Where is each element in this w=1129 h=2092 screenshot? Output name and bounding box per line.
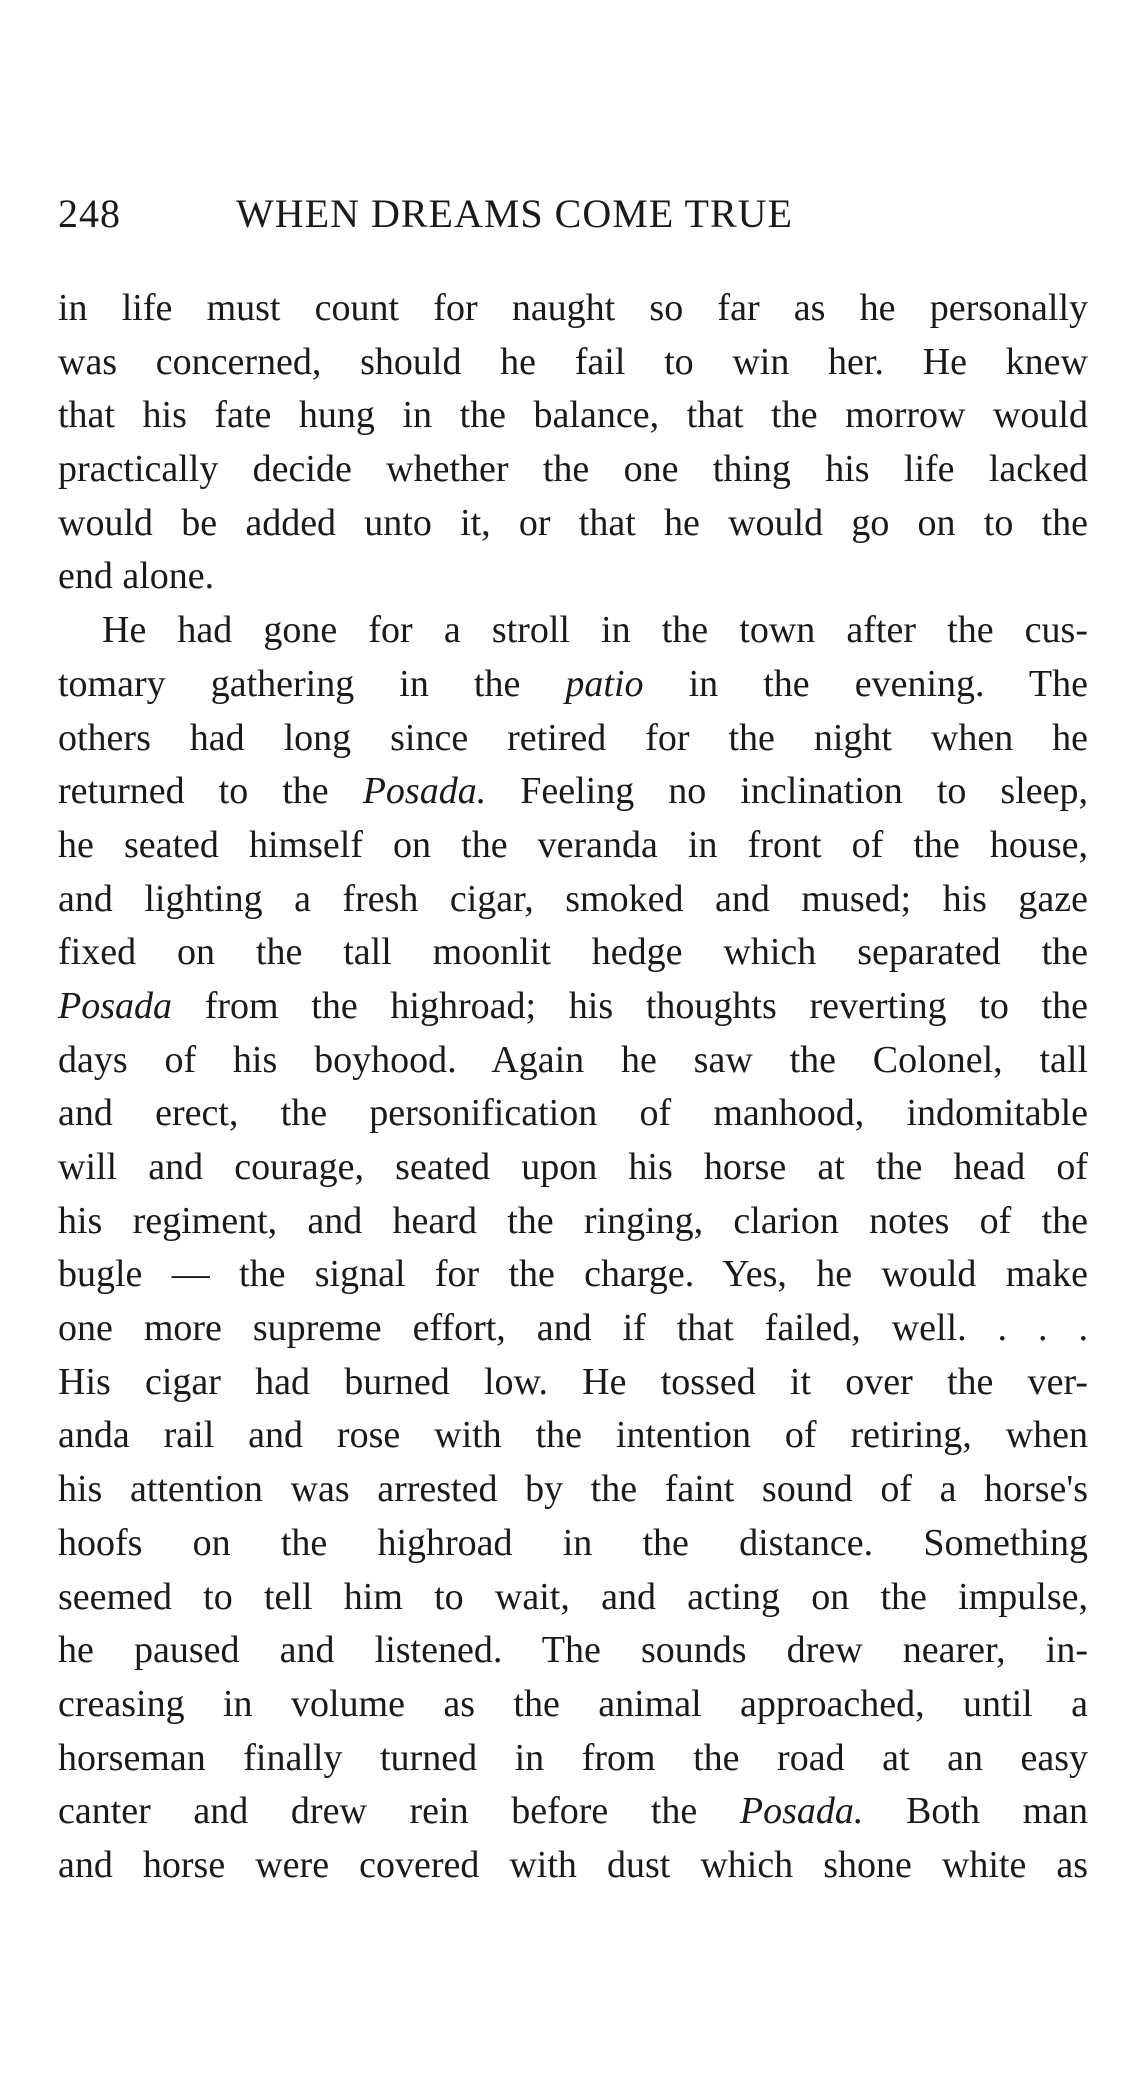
italic-word: Posada. bbox=[362, 770, 487, 813]
text-line: practically decide whether the one thing his life lacked bbox=[58, 448, 1088, 491]
text-line: one more supreme effort, and if that failed, well. . . . bbox=[58, 1307, 1088, 1350]
text-run: from the highroad; his thoughts reverting to the bbox=[172, 984, 1088, 1027]
text-line: and lighting a fresh cigar, smoked and mused; his gaze bbox=[58, 877, 1088, 920]
text-line: bugle — the signal for the charge. Yes, he would make bbox=[58, 1253, 1088, 1296]
text-line: he seated himself on the veranda in front of the house, bbox=[58, 823, 1088, 866]
text-line: seemed to tell him to wait, and acting on the impulse, bbox=[58, 1575, 1088, 1618]
text-line: He had gone for a stroll in the town after the cus- bbox=[102, 609, 1088, 652]
text-line: was concerned, should he fail to win her. He knew bbox=[58, 340, 1088, 383]
text-line: his attention was arrested by the faint sound of a horse's bbox=[58, 1468, 1088, 1511]
text-run: tomary gathering in the bbox=[58, 662, 566, 705]
text-line: that his fate hung in the balance, that the morrow would bbox=[58, 394, 1088, 437]
text-line: anda rail and rose with the intention of retiring, when bbox=[58, 1414, 1088, 1457]
text-run: Feeling no inclination to sleep, bbox=[486, 770, 1088, 813]
text-run: returned to the bbox=[58, 770, 363, 813]
page-number: 248 bbox=[58, 191, 121, 236]
running-title: WHEN DREAMS COME TRUE bbox=[236, 191, 793, 236]
text-line: and horse were covered with dust which shone white as bbox=[58, 1843, 1088, 1886]
text-line: he paused and listened. The sounds drew nearer, in- bbox=[58, 1629, 1088, 1672]
text-line bbox=[58, 980, 1088, 1034]
text-line: end alone. bbox=[58, 555, 215, 598]
paragraph-1 bbox=[58, 282, 1088, 604]
text-line: his regiment, and heard the ringing, clarion notes of the bbox=[58, 1199, 1088, 1242]
text-line: fixed on the tall moonlit hedge which separated the bbox=[58, 931, 1088, 974]
text-run: Both man bbox=[863, 1790, 1088, 1833]
text-run: in the evening. The bbox=[643, 662, 1088, 705]
text-line: in life must count for naught so far as he personally bbox=[58, 287, 1088, 329]
text-line: creasing in volume as the animal approached, until a bbox=[58, 1682, 1088, 1725]
italic-word: Posada. bbox=[739, 1790, 864, 1833]
text-line: others had long since retired for the night when he bbox=[58, 716, 1088, 759]
italic-word: patio bbox=[565, 662, 644, 705]
text-line: horseman finally turned in from the road at an easy bbox=[58, 1736, 1088, 1779]
text-run: canter and drew rein before the bbox=[58, 1790, 740, 1833]
text-line: hoofs on the highroad in the distance. Something bbox=[58, 1521, 1088, 1564]
body-text bbox=[58, 282, 1088, 1893]
italic-word: Posada bbox=[58, 984, 172, 1027]
text-line bbox=[58, 765, 1088, 819]
text-line bbox=[58, 1785, 1088, 1839]
text-line: will and courage, seated upon his horse at the head of bbox=[58, 1146, 1088, 1188]
text-line: His cigar had burned low. He tossed it over the ver- bbox=[58, 1360, 1088, 1403]
text-line bbox=[58, 658, 1088, 712]
running-header bbox=[58, 186, 1088, 242]
text-line: days of his boyhood. Again he saw the Colonel, tall bbox=[58, 1038, 1088, 1081]
text-line: and erect, the personification of manhood, indomitable bbox=[58, 1092, 1088, 1135]
text-line: would be added unto it, or that he would go on to the bbox=[58, 501, 1088, 544]
paragraph-2 bbox=[58, 604, 1088, 1893]
